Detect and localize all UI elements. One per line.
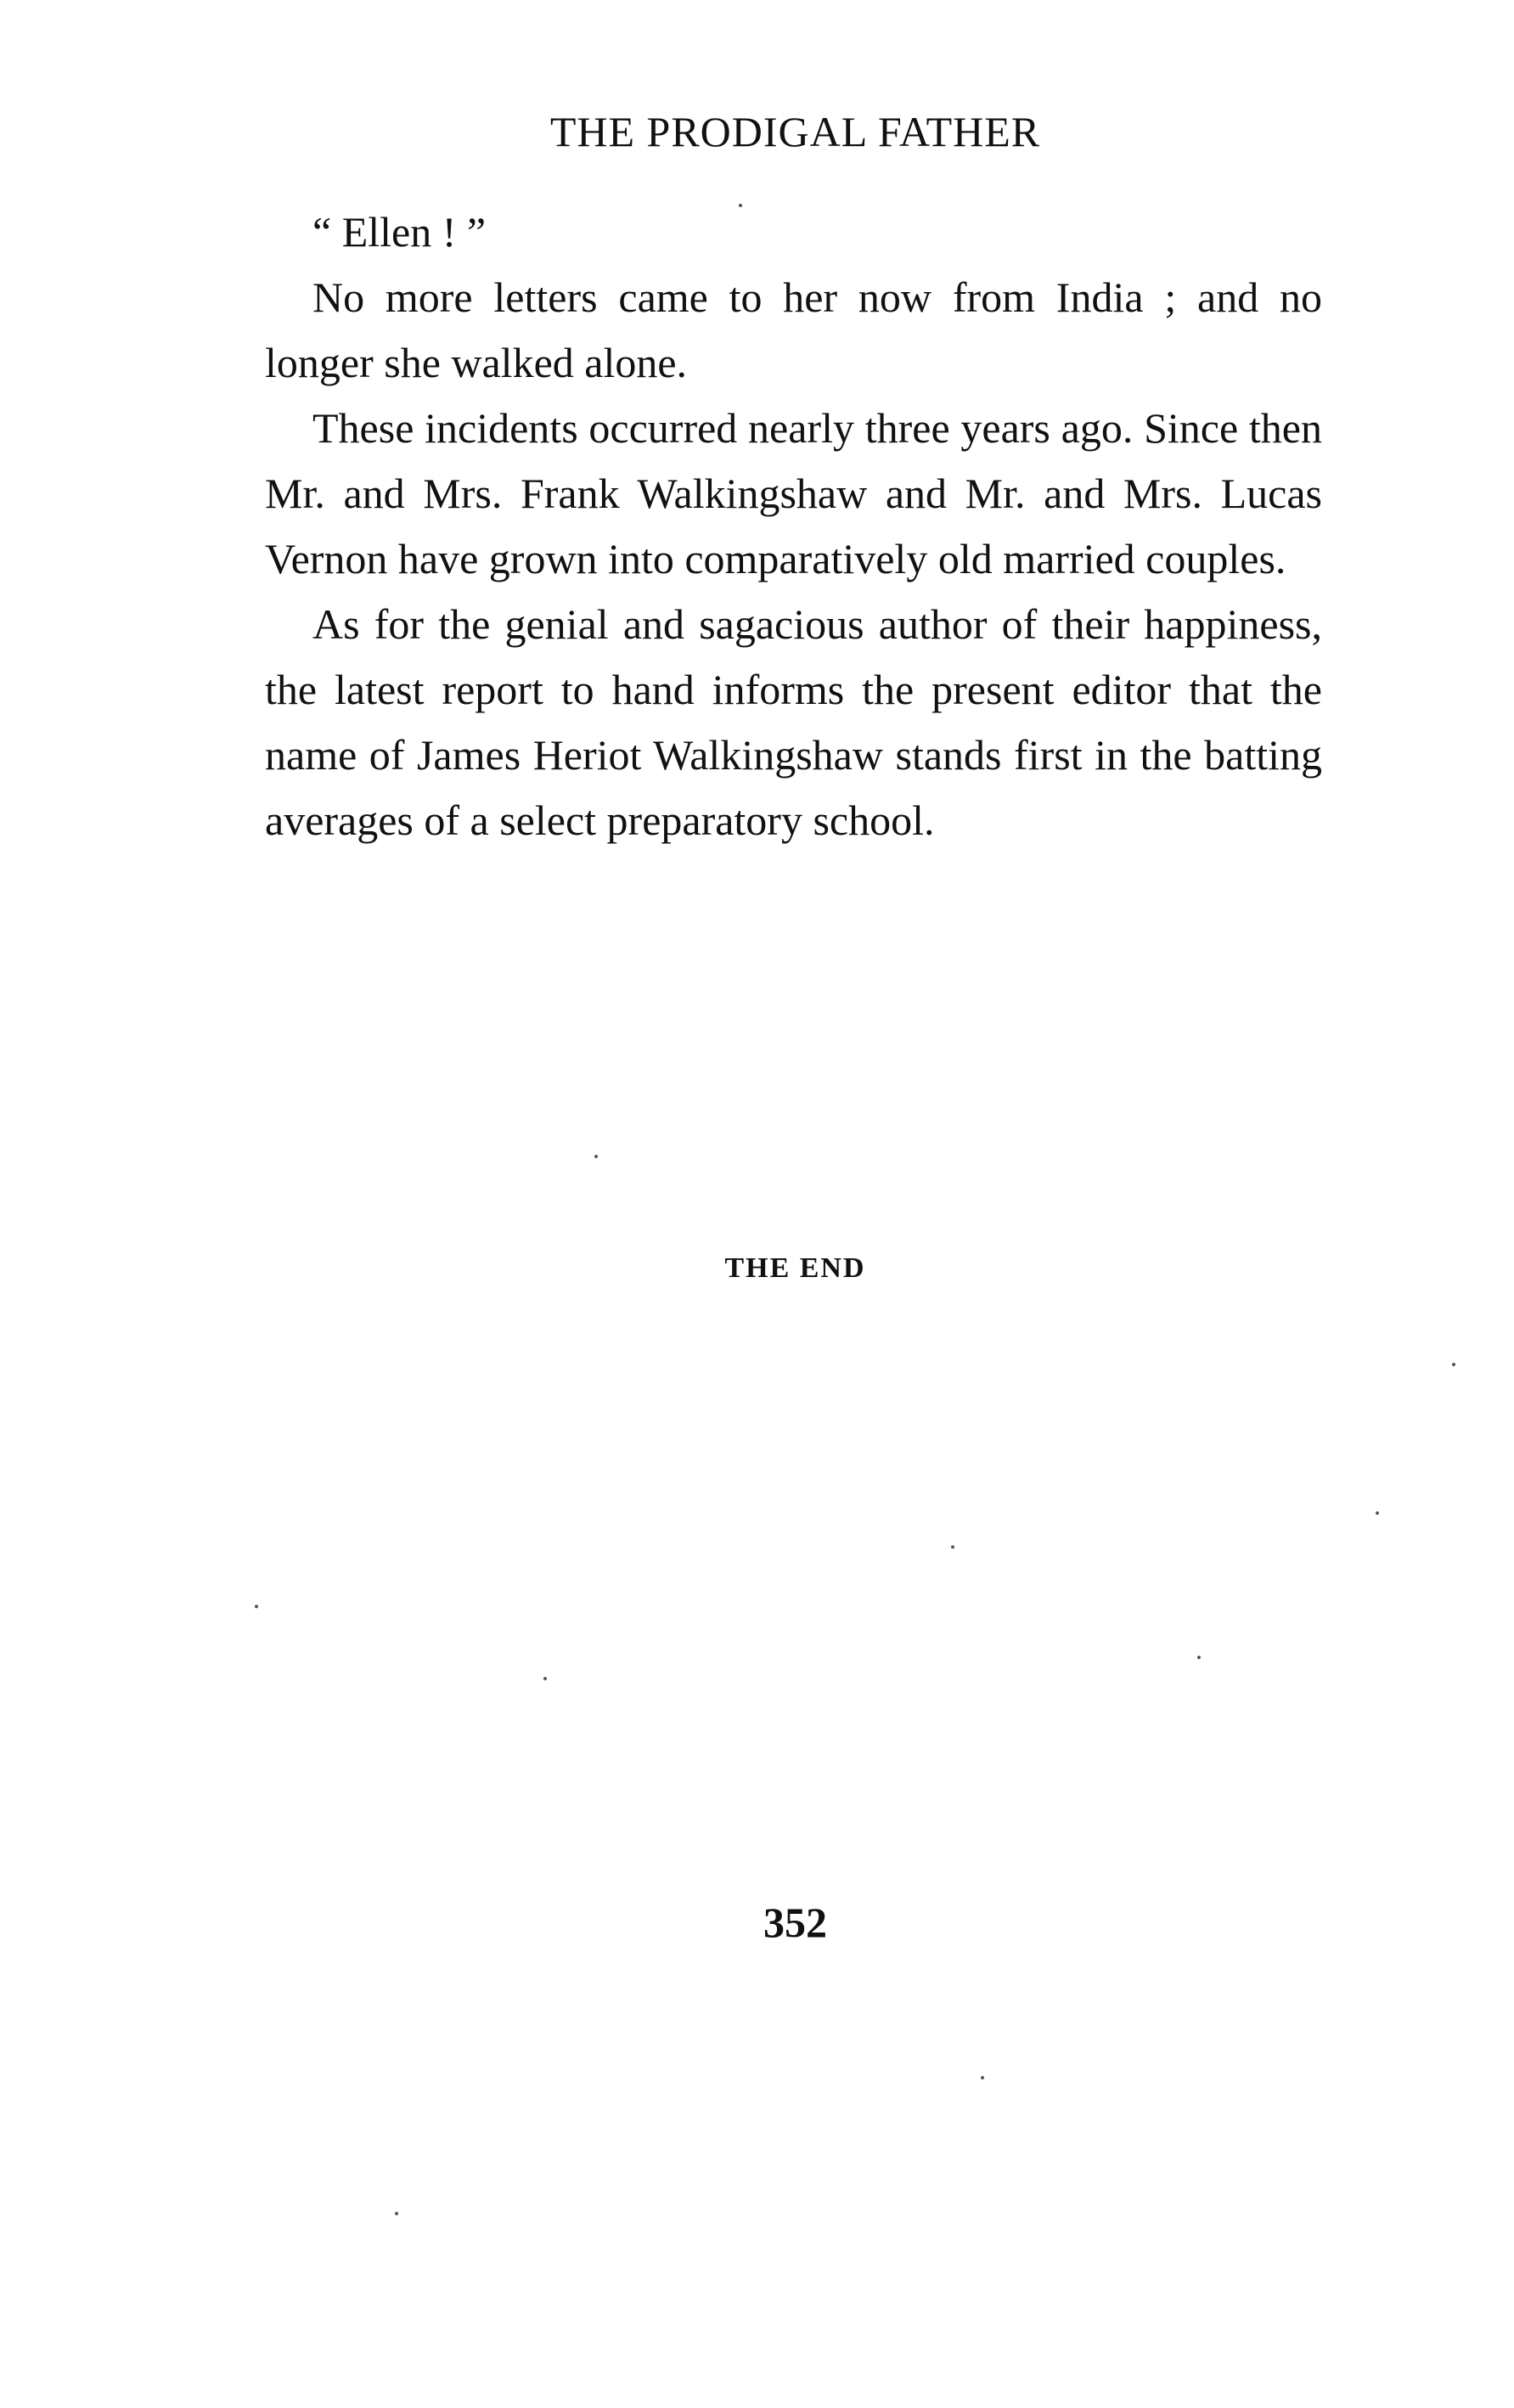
scan-speck (951, 1545, 954, 1549)
paragraph: As for the genial and sagacious author of their happiness, the latest report to hand informs the present editor that the name of James Heriot Walkingshaw stands first in the batting averages of a select preparatory school. (265, 600, 1322, 844)
paragraph: No more letters came to her now from India ; and no longer she walked alone. (265, 273, 1322, 386)
scan-speck (1376, 1511, 1379, 1515)
page-number: 352 (763, 1899, 827, 1946)
end-mark: THE END (724, 1252, 866, 1284)
scan-speck (255, 1605, 258, 1608)
scan-speck (1452, 1363, 1455, 1366)
running-head: THE PRODIGAL FATHER (549, 108, 1041, 155)
scan-speck (739, 204, 742, 207)
scan-speck (594, 1155, 598, 1158)
body-text (265, 200, 1322, 853)
scan-speck (981, 2076, 984, 2079)
paragraph: These incidents occurred nearly three years ago. Since then Mr. and Mrs. Frank Walkingshaw and Mr. and Mrs. Lucas Vernon have grown into comparatively old married couples. (265, 404, 1322, 582)
scan-speck (395, 2212, 398, 2215)
scan-speck (543, 1677, 547, 1680)
paragraph: “ Ellen ! ” (312, 208, 487, 256)
scan-speck (1197, 1656, 1201, 1659)
